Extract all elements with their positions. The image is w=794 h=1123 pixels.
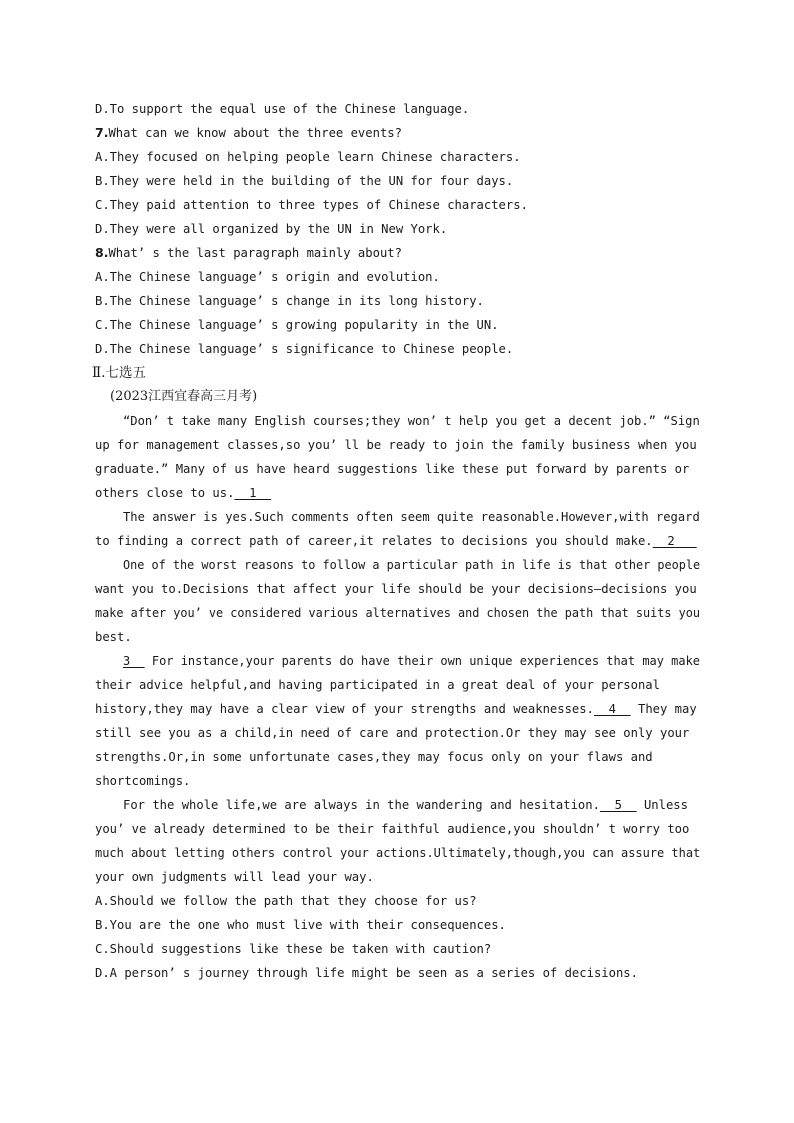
p3-line-1: One of the worst reasons to follow a particular path in life is that other people — [123, 558, 701, 572]
p3-line-2: want you to.Decisions that affect your life should be your decisions—decisions you — [95, 582, 697, 596]
p5-line-4: your own judgments will lead your way. — [95, 870, 374, 884]
p5-line-3: much about letting others control your actions.Ultimately,though,you can assure that — [95, 846, 701, 860]
answer-option-c: C.Should suggestions like these be taken with caution? — [95, 942, 492, 956]
answer-option-a: A.Should we follow the path that they choose for us? — [95, 894, 477, 908]
p3-line-4: best. — [95, 630, 132, 644]
p5-line-2: you’ ve already determined to be their faithful audience,you shouldn’ t worry too — [95, 822, 690, 836]
q7-number: 7. — [95, 125, 109, 140]
p5-line-1-tail: Unless — [636, 798, 688, 812]
p1-line-4-text: others close to us. — [95, 486, 235, 500]
q8-question — [95, 244, 402, 262]
p4-line-1 — [123, 652, 700, 670]
p1-line-1: “Don’ t take many English courses;they won’ t help you get a decent job.” “Sign — [123, 414, 700, 428]
p4-line-6: shortcomings. — [95, 774, 191, 788]
answer-option-d: D.A person’ s journey through life might be seen as a series of decisions. — [95, 966, 638, 980]
p2-line-2 — [95, 532, 697, 550]
p4-line-3 — [95, 700, 697, 718]
p4-line-1-text: For instance,your parents do have their own unique experiences that may make — [144, 654, 701, 668]
p1-line-4 — [95, 484, 271, 502]
blank-3[interactable]: 3 — [123, 654, 145, 668]
q8-option-b: B.The Chinese language’ s change in its long history. — [95, 294, 484, 308]
p4-line-5: strengths.Or,in some unfortunate cases,they may focus only on your flaws and — [95, 750, 653, 764]
p2-line-2-text: to finding a correct path of career,it relates to decisions you should make. — [95, 534, 653, 548]
p4-line-4: still see you as a child,in need of care and protection.Or they may see only your — [95, 726, 690, 740]
section-source: (2023江西宜春高三月考) — [110, 389, 258, 404]
blank-2[interactable]: 2 — [652, 534, 697, 548]
q8-option-a: A.The Chinese language’ s origin and evolution. — [95, 270, 440, 284]
p1-line-3: graduate.” Many of us have heard suggestions like these put forward by parents or — [95, 462, 690, 476]
p4-line-3-tail: They may — [630, 702, 697, 716]
q8-option-d: D.The Chinese language’ s significance to Chinese people. — [95, 342, 514, 356]
p1-line-2: up for management classes,so you’ ll be ready to join the family business when you — [95, 438, 697, 452]
q7-option-d: D.They were all organized by the UN in New York. — [95, 222, 448, 236]
p3-line-3: make after you’ ve considered various alternatives and chosen the path that suits you — [95, 606, 700, 620]
q8-text: What’ s the last paragraph mainly about? — [108, 246, 402, 260]
p2-line-1: The answer is yes.Such comments often seem quite reasonable.However,with regard — [123, 510, 700, 524]
p4-line-3-text: history,they may have a clear view of your strengths and weaknesses. — [95, 702, 594, 716]
blank-5[interactable]: 5 — [599, 798, 637, 812]
section-title: Ⅱ.七选五 — [92, 365, 146, 381]
q7-question — [95, 124, 402, 142]
q7-option-c: C.They paid attention to three types of Chinese characters. — [95, 198, 528, 212]
q6-option-d: D.To support the equal use of the Chinese language. — [95, 102, 470, 116]
q7-option-a: A.They focused on helping people learn Chinese characters. — [95, 150, 521, 164]
q7-text: What can we know about the three events? — [108, 126, 402, 140]
answer-option-b: B.You are the one who must live with their consequences. — [95, 918, 506, 932]
p5-line-1-text: For the whole life,we are always in the wandering and hesitation. — [123, 798, 600, 812]
q8-option-c: C.The Chinese language’ s growing popularity in the UN. — [95, 318, 499, 332]
blank-1[interactable]: 1 — [234, 486, 272, 500]
blank-4[interactable]: 4 — [593, 702, 631, 716]
p4-line-2: their advice helpful,and having participated in a great deal of your personal — [95, 678, 660, 692]
q7-option-b: B.They were held in the building of the UN for four days. — [95, 174, 514, 188]
p5-line-1 — [123, 796, 688, 814]
q8-number: 8. — [95, 245, 109, 260]
